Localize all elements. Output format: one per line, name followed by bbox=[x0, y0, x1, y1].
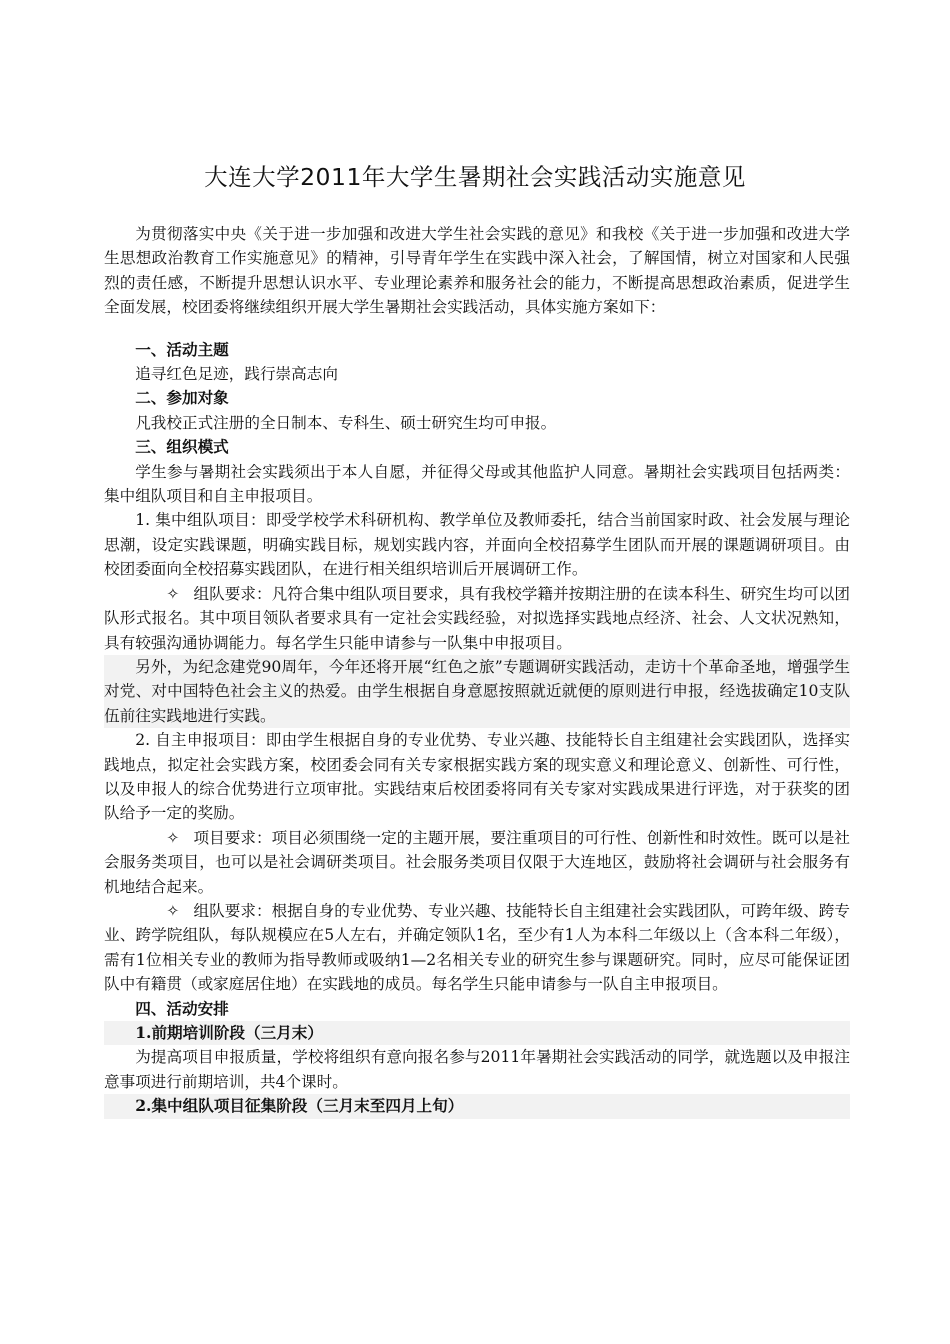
item-team-requirement bbox=[104, 899, 850, 997]
diamond-bullet-icon: ✧ bbox=[166, 901, 180, 920]
item-self-declared-project: 2. 自主申报项目：即由学生根据自身的专业优势、专业兴趣、技能特长自主组建社会实践团队，选择实践地点，拟定社会实践方案，校团委会同有关专家根据实践方案的现实意义和理论意义、创新性、可行性，以及申报人的综合优势进行立项审批。实践结束后校团委将同有关专家对实践成果进行评选，对于获奖的团队给予一定的奖励。 bbox=[104, 731, 850, 823]
stage-heading-training: 1.前期培训阶段（三月末） bbox=[104, 1021, 850, 1045]
section-text-theme: 追寻红色足迹，践行崇高志向 bbox=[135, 365, 338, 384]
item-centralized-project: 1. 集中组队项目：即受学校学术科研机构、教学单位及教师委托，结合当前国家时政、社会发展与理论思潮，设定实践课题，明确实践目标，规划实践内容，并面向全校招募学生团队而开展的课题调研项目。由校团委面向全校招募实践团队，在进行相关组织培训后开展调研工作。 bbox=[104, 511, 850, 579]
item-red-tour: 另外，为纪念建党90周年，今年还将开展“红色之旅”专题调研实践活动，走访十个革命圣地，增强学生对党、对中国特色社会主义的热爱。由学生根据自身意愿按照就近就便的原则进行申报，经选拔确定10支队伍前往实践地进行实践。 bbox=[104, 655, 850, 728]
document-title: 大连大学2011年大学生暑期社会实践活动实施意见 bbox=[204, 163, 746, 191]
item-centralized-requirement bbox=[104, 582, 850, 655]
stage-text-training: 为提高项目申报质量，学校将组织有意向报名参与2011年暑期社会实践活动的同学，就选题以及申报注意事项进行前期培训，共4个课时。 bbox=[104, 1048, 850, 1091]
diamond-bullet-icon: ✧ bbox=[166, 584, 180, 603]
requirement-text: 组队要求：凡符合集中组队项目要求，具有我校学籍并按期注册的在读本科生、研究生均可以团队形式报名。其中项目领队者要求具有一定社会实践经验，对拟选择实践地点经济、社会、人文状况熟知，具有较强沟通协调能力。每名学生只能申请参与一队集中申报项目。 bbox=[104, 584, 850, 652]
diamond-bullet-icon: ✧ bbox=[166, 828, 180, 847]
section-heading-schedule: 四、活动安排 bbox=[135, 998, 229, 1018]
intro-paragraph: 为贯彻落实中央《关于进一步加强和改进大学生社会实践的意见》和我校《关于进一步加强和改进大学生思想政治教育工作实施意见》的精神，引导青年学生在实践中深入社会，了解国情，树立对国家和人民强烈的责任感，不断提升思想认识水平、专业理论素养和服务社会的能力，不断提高思想政治素质，促进学生全面发展，校团委将继续组织开展大学生暑期社会实践活动，具体实施方案如下： bbox=[104, 225, 850, 317]
item-project-requirement bbox=[104, 826, 850, 899]
spacer bbox=[104, 320, 850, 338]
requirement-text: 项目要求：项目必须围绕一定的主题开展，要注重项目的可行性、创新性和时效性。既可以是社会服务类项目，也可以是社会调研类项目。社会服务类项目仅限于大连地区，鼓励将社会调研与社会服务有机地结合起来。 bbox=[104, 828, 850, 896]
section-heading-participants: 二、参加对象 bbox=[135, 388, 229, 408]
section-text-participants: 凡我校正式注册的全日制本、专科生、硕士研究生均可申报。 bbox=[135, 413, 557, 432]
requirement-text: 组队要求：根据自身的专业优势、专业兴趣、技能特长自主组建社会实践团队，可跨年级、跨专业、跨学院组队，每队规模应在5人左右，并确定领队1名，至少有1人为本科二年级以上（含本科二年级），需有1位相关专业的教师为指导教师或吸纳1—2名相关专业的研究生参与课题研究。同时，应尽可能保证团队中有籍贯（或家庭居住地）在实践地的成员。每名学生只能申请参与一队自主申报项目。 bbox=[104, 901, 850, 994]
section-text-organization: 学生参与暑期社会实践须出于本人自愿，并征得父母或其他监护人同意。暑期社会实践项目包括两类：集中组队项目和自主申报项目。 bbox=[104, 462, 850, 506]
document-body bbox=[104, 222, 850, 1119]
section-heading-theme: 一、活动主题 bbox=[135, 339, 229, 359]
stage-heading-collection: 2.集中组队项目征集阶段（三月末至四月上旬） bbox=[104, 1094, 850, 1118]
section-heading-organization: 三、组织模式 bbox=[135, 437, 229, 457]
